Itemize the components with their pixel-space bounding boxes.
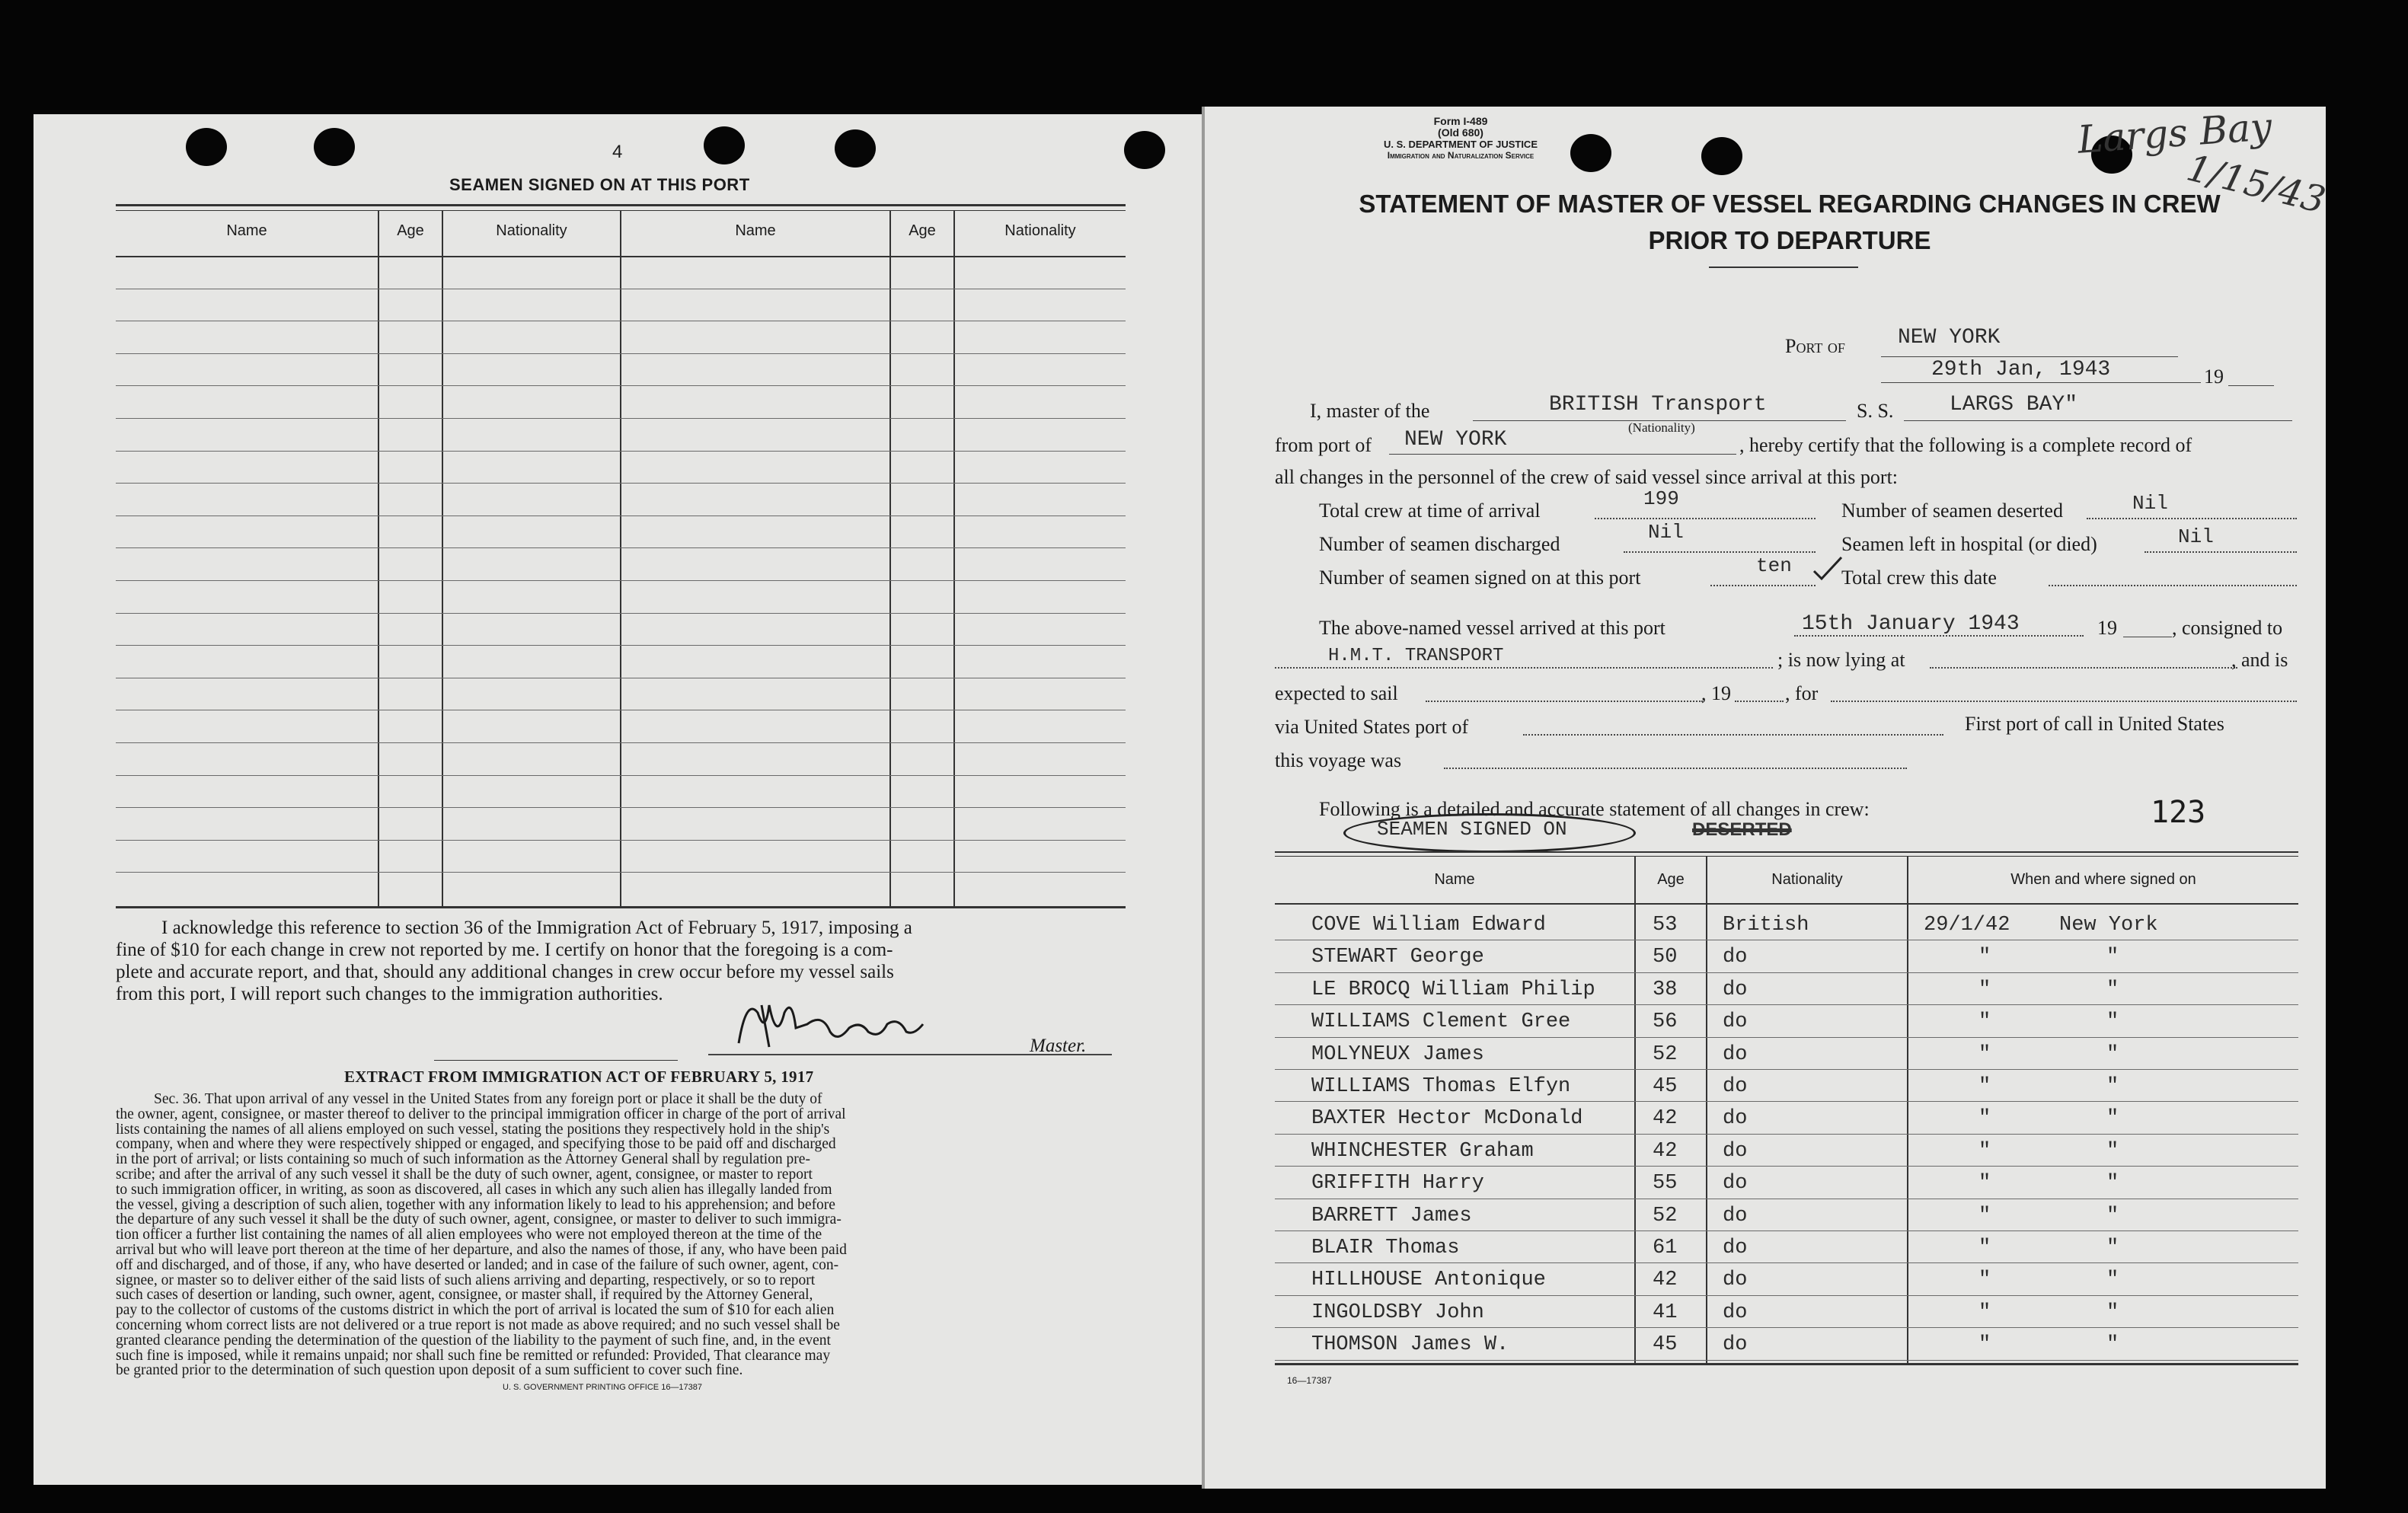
table-row (116, 385, 1126, 386)
crew-signed-when: 29/1/42 (1924, 914, 2010, 937)
table-row (1275, 1295, 2298, 1296)
page-count: 123 (2151, 795, 2206, 830)
signed-on-value: ten (1756, 554, 1792, 577)
col-header-age: Age (397, 222, 424, 239)
col-header-name: Name (1434, 871, 1475, 888)
crew-signed-where: " (2106, 1204, 2119, 1227)
punch-hole (186, 128, 227, 166)
sail-suffix: , 19 (1701, 682, 1731, 704)
table-row (1275, 1360, 2298, 1361)
crew-name: WILLIAMS Clement Gree (1311, 1010, 1571, 1034)
acknowledgement-text: I acknowledge this reference to section 36 of the Immigration Act of February 5, 1917, imposing a fine of $10 for each change in crew not reported by me. I certify on honor that the foregoing is a com- plete and accurate report, and that, should any additional changes in crew occur before my vessel sails from this port, I will report such changes to the immigration authorities. (116, 918, 912, 1004)
arrived-label: The above-named vessel arrived at this port (1319, 617, 1665, 639)
crew-age: 45 (1653, 1075, 1678, 1098)
crew-signed-where: " (2106, 1269, 2119, 1292)
punch-hole (704, 126, 745, 164)
crew-signed-where: " (2106, 946, 2119, 969)
arrived-value: 15th January 1943 (1802, 612, 2020, 636)
table-row (116, 775, 1126, 776)
crew-signed-when: " (1978, 1269, 1991, 1292)
crew-signed-where: " (2106, 1075, 2119, 1098)
punch-hole (1701, 137, 1742, 175)
master-prefix: I, master of the (1310, 400, 1430, 422)
table-row (116, 353, 1126, 354)
crew-signed-where: " (2106, 978, 2119, 1001)
crew-nationality: do (1723, 978, 1748, 1001)
crew-age: 42 (1653, 1139, 1678, 1163)
table-row (1275, 1327, 2298, 1328)
date-suffix: 19 (2204, 365, 2224, 388)
left-page-title: SEAMEN SIGNED ON AT THIS PORT (449, 175, 750, 194)
extract-title: EXTRACT FROM IMMIGRATION ACT OF FEBRUARY 5, 1917 (344, 1068, 814, 1086)
crew-signed-where: " (2106, 1107, 2119, 1131)
table-row (116, 483, 1126, 484)
nationality-caption: (Nationality) (1628, 420, 1695, 435)
hospital-value: Nil (2178, 525, 2214, 548)
crew-age: 52 (1653, 1042, 1678, 1066)
crew-age: 42 (1653, 1269, 1678, 1292)
crew-nationality: do (1723, 1139, 1748, 1163)
crew-signed-when: " (1978, 1237, 1991, 1259)
via-label: via United States port of (1275, 716, 1469, 738)
table-row (116, 451, 1126, 452)
consignee-value: H.M.T. TRANSPORT (1328, 646, 1504, 666)
crew-nationality: do (1723, 1301, 1748, 1324)
certify-text: , hereby certify that the following is a complete record of (1739, 434, 2192, 456)
port-value: NEW YORK (1898, 326, 2001, 350)
punch-hole (1124, 131, 1165, 169)
extract-text: Sec. 36. That upon arrival of any vessel in the United States from any foreign port or place it shall be the duty of the owner, agent, consignee, or master thereof to deliver to the principal immigration officer in charge of the port of arrival lists containing the names of all aliens employed on such vessel, stating the positions they respectively hold in the ship's company, when and where they were respectively shipped or engaged, and specifying those to be paid off and discharged in the port of arrival; or lists containing so much of such information as the Attorney General shall by regulation pre- scribe; and after the arrival of any such vessel it shall be the duty of such owner, agent, consignee, or master to report to such immigration officer, in writing, as soon as discovered, all cases in which any such alien has illegally landed from the vessel, giving a description of such alien, together with any information likely to lead to his apprehension; and before the departure of any such vessel it shall be the duty of such owner, agent, consignee, or master to deliver to such immigra- tion officer a further list containing the names of all alien employees who were not employed thereon at the time of the arrival but who will leave port thereon at the time of her departure, and also the names of those, if any, who have been paid off and discharged, and of those, if any, who have deserted or landed; and in case of the failure of such owner, agent, con- signee, or master so to deliver either of the said lists of such aliens arriving and departing, respectively, or so to report such cases of desertion or landing, such owner, agent, consignee, or master shall, if required by the Attorney General, pay to the collector of customs of the customs district in which the port of arrival is located the sum of $10 for each alien concerning whom correct lists are not delivered or a true report is not made as above required; and no such vessel shall be granted clearance pending the determination of the question of the liability to the payment of such fine, and, in the event such fine is imposed, while it remains unpaid; nor shall such fine be remitted or refunded: Provided, That clearance may be granted prior to the determination of such question upon deposit of a sum sufficient to cover such fine. (116, 1091, 847, 1379)
and-is-label: , and is (2231, 649, 2288, 671)
from-port-label: from port of (1275, 434, 1372, 456)
crew-nationality: do (1723, 1010, 1748, 1034)
crew-age: 56 (1653, 1010, 1678, 1034)
crew-name: BAXTER Hector McDonald (1311, 1107, 1583, 1131)
signed-on-label: Number of seamen signed on at this port (1319, 567, 1641, 589)
crew-signed-where: " (2106, 1172, 2119, 1195)
statement-date: 29th Jan, 1943 (1931, 358, 2111, 381)
crew-name: LE BROCQ William Philip (1311, 978, 1595, 1001)
table-row (116, 580, 1126, 581)
discharged-label: Number of seamen discharged (1319, 533, 1560, 555)
from-port-value: NEW YORK (1404, 428, 1507, 452)
voyage-label: this voyage was (1275, 749, 1402, 771)
crew-name: INGOLDSBY John (1311, 1301, 1484, 1324)
crew-age: 41 (1653, 1301, 1678, 1324)
table-row (1275, 1004, 2298, 1005)
crew-nationality: do (1723, 1204, 1748, 1227)
crew-age: 50 (1653, 946, 1678, 969)
changes-type: SEAMEN SIGNED ON (1377, 818, 1567, 841)
ship-name: LARGS BAY" (1950, 393, 2078, 417)
total-today-label: Total crew this date (1841, 567, 1997, 589)
crew-age: 38 (1653, 978, 1678, 1001)
punch-hole (314, 128, 355, 166)
crew-signed-where: " (2106, 1139, 2119, 1163)
crew-name: HILLHOUSE Antonique (1311, 1269, 1546, 1292)
col-header-when-where: When and where signed on (2010, 871, 2196, 888)
crew-signed-where: " (2106, 1042, 2119, 1066)
table-row (1275, 1134, 2298, 1135)
table-row (1275, 1101, 2298, 1102)
handwritten-date: 1/15/43 (2182, 146, 2330, 222)
hospital-label: Seamen left in hospital (or died) (1841, 533, 2097, 555)
struck-text: DESERTED (1692, 819, 1792, 840)
crew-name: COVE William Edward (1311, 914, 1546, 937)
crew-signed-when: " (1978, 1042, 1991, 1066)
arrived-suffix: 19 (2097, 617, 2117, 639)
col-header-nationality: Nationality (1771, 871, 1843, 888)
crew-signed-when: " (1978, 1010, 1991, 1034)
ss-label: S. S. (1857, 400, 1894, 422)
crew-nationality: do (1723, 1333, 1748, 1357)
form-title: STATEMENT OF MASTER OF VESSEL REGARDING CHANGES IN CREW PRIOR TO DEPARTURE (1359, 190, 2221, 254)
crew-signed-when: " (1978, 978, 1991, 1001)
crew-age: 61 (1653, 1237, 1678, 1259)
crew-age: 45 (1653, 1333, 1678, 1357)
lying-label: ; is now lying at (1777, 649, 1905, 671)
crew-signed-when: " (1978, 1172, 1991, 1195)
crew-age: 53 (1653, 914, 1678, 937)
crew-name: GRIFFITH Harry (1311, 1172, 1484, 1195)
crew-signed-when: " (1978, 1139, 1991, 1163)
table-row (116, 645, 1126, 646)
table-row (116, 840, 1126, 841)
crew-nationality: do (1723, 1172, 1748, 1195)
crew-signed-when: " (1978, 1204, 1991, 1227)
crew-name: STEWART George (1311, 946, 1484, 969)
crew-nationality: do (1723, 1269, 1748, 1292)
checkmark-icon (1812, 554, 1843, 582)
crew-signed-where: New York (2059, 914, 2158, 937)
crew-nationality: do (1723, 1075, 1748, 1098)
deserted-label: Number of seamen deserted (1841, 500, 2063, 522)
table-row (116, 418, 1126, 419)
crew-nationality: do (1723, 1237, 1748, 1259)
crew-name: WHINCHESTER Graham (1311, 1139, 1534, 1163)
first-port-label: First port of call in United States (1965, 713, 2224, 735)
crew-name: BLAIR Thomas (1311, 1237, 1460, 1259)
total-crew-value: 199 (1643, 487, 1679, 510)
table-row (116, 547, 1126, 548)
table-row (1275, 1069, 2298, 1070)
crew-nationality: do (1723, 1107, 1748, 1131)
table-row (1275, 972, 2298, 973)
crew-name: MOLYNEUX James (1311, 1042, 1484, 1066)
crew-signed-when: " (1978, 1333, 1991, 1357)
crew-age: 42 (1653, 1107, 1678, 1131)
form-number: Form I-489 (Old 680) U. S. DEPARTMENT OF JUSTICE Immigration and Naturalization Service (1384, 115, 1538, 161)
table-row (116, 807, 1126, 808)
master-label: Master. (1030, 1036, 1087, 1056)
table-row (116, 872, 1126, 873)
master-nationality: BRITISH Transport (1549, 393, 1767, 417)
master-signature (723, 990, 967, 1058)
all-changes-text: all changes in the personnel of the crew of said vessel since arrival at this port: (1275, 466, 1899, 488)
crew-nationality: do (1723, 1042, 1748, 1066)
col-header-name: Name (735, 222, 776, 239)
footer-code: 16—17387 (1287, 1375, 1332, 1386)
sail-label: expected to sail (1275, 682, 1398, 704)
deserted-value: Nil (2132, 492, 2168, 515)
crew-signed-where: " (2106, 1237, 2119, 1259)
punch-hole (835, 129, 876, 168)
for-label: , for (1785, 682, 1819, 704)
discharged-value: Nil (1648, 521, 1684, 544)
crew-nationality: do (1723, 946, 1748, 969)
total-crew-label: Total crew at time of arrival (1319, 500, 1541, 522)
table-row (1275, 1166, 2298, 1167)
crew-signed-when: " (1978, 1301, 1991, 1324)
crew-nationality: British (1723, 914, 1809, 937)
col-header-age: Age (1657, 871, 1685, 888)
table-row (1275, 1037, 2298, 1038)
crew-age: 55 (1653, 1172, 1678, 1195)
col-header-nationality: Nationality (496, 222, 567, 239)
printer-line: U. S. GOVERNMENT PRINTING OFFICE 16—17387 (503, 1383, 703, 1392)
following-text: Following is a detailed and accurate statement of all changes in crew: (1319, 798, 1870, 820)
crew-signed-when: " (1978, 1107, 1991, 1131)
col-header-nationality: Nationality (1004, 222, 1076, 239)
table-row (116, 613, 1126, 614)
consigned-label: , consigned to (2172, 617, 2283, 639)
table-row (116, 742, 1126, 743)
crew-signed-where: " (2106, 1333, 2119, 1357)
port-label: Port of (1785, 335, 1845, 357)
page-number: 4 (612, 142, 623, 162)
crew-signed-when: " (1978, 1075, 1991, 1098)
col-header-name: Name (226, 222, 267, 239)
table-row (1275, 1262, 2298, 1263)
crew-name: BARRETT James (1311, 1204, 1472, 1227)
punch-hole (1570, 134, 1611, 172)
crew-signed-where: " (2106, 1010, 2119, 1034)
col-header-age: Age (909, 222, 936, 239)
crew-signed-when: " (1978, 946, 1991, 969)
crew-age: 52 (1653, 1204, 1678, 1227)
crew-signed-where: " (2106, 1301, 2119, 1324)
crew-name: THOMSON James W. (1311, 1333, 1509, 1357)
handwritten-note: Largs Bay (2076, 104, 2273, 162)
crew-name: WILLIAMS Thomas Elfyn (1311, 1075, 1571, 1098)
